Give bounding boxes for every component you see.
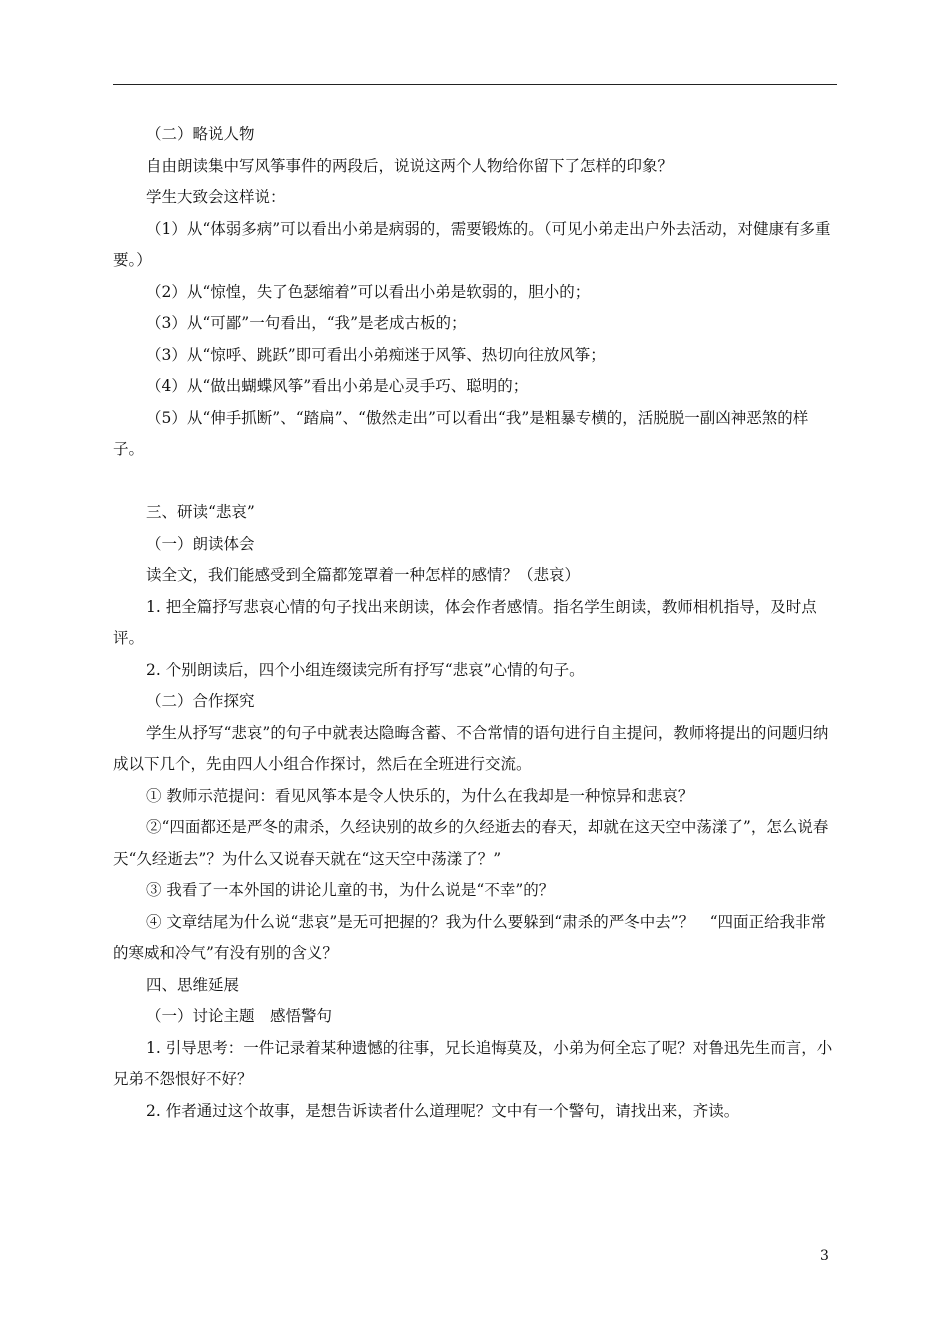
question-item: ②“四面都还是严冬的肃杀，久经诀别的故乡的久经逝去的春天，却就在这天空中荡漾了”，怎么说春天“久经逝去”？为什么又说春天就在“这天空中荡漾了？” <box>113 818 829 868</box>
paragraph: 学生从抒写“悲哀”的句子中就表达隐晦含蓄、不合常情的语句进行自主提问，教师将提出的问题归纳成以下几个，先由四人小组合作探讨，然后在全班进行交流。 <box>113 723 829 773</box>
section-heading-yandu-beiai: 三、研读“悲哀” <box>146 503 255 521</box>
list-item: 2. 个别朗读后，四个小组连缀读完所有抒写“悲哀”心情的句子。 <box>146 660 585 679</box>
list-item: （1）从“体弱多病”可以看出小弟是病弱的，需要锻炼的。（可见小弟走出户外去活动，对健康有多重要。） <box>113 219 831 269</box>
list-item: （2）从“惊惶，失了色瑟缩着”可以看出小弟是软弱的，胆小的； <box>146 282 591 301</box>
question-item: ① 教师示范提问：看见风筝本是令人快乐的，为什么在我却是一种惊异和悲哀？ <box>146 786 694 805</box>
paragraph: 学生大致会这样说： <box>146 188 286 206</box>
subheading: （一）讨论主题 感悟警句 <box>146 1007 333 1025</box>
paragraph: 自由朗读集中写风筝事件的两段后，说说这两个人物给你留下了怎样的印象？ <box>146 156 674 175</box>
list-item: 1. 把全篇抒写悲哀心情的句子找出来朗读，体会作者感情。指名学生朗读，教师相机指导，及时点评。 <box>113 597 817 647</box>
list-item: （4）从“做出蝴蝶风筝”看出小弟是心灵手巧、聪明的； <box>146 377 529 395</box>
heading-lueshuo-renwu: （二）略说人物 <box>146 125 255 143</box>
header-rule <box>113 84 837 85</box>
page-number: 3 <box>820 1248 829 1264</box>
subheading: （一）朗读体会 <box>146 534 255 553</box>
list-item: （3）从“可鄙”一句看出，“我”是老成古板的； <box>146 314 467 332</box>
document-body <box>113 119 839 1127</box>
list-item: （3）从“惊呼、跳跃”即可看出小弟痴迷于风筝、热切向往放风筝； <box>146 345 606 364</box>
question-item: ④ 文章结尾为什么说“悲哀”是无可把握的？我为什么要躲到“肃杀的严冬中去”？ “四面正给我非常的寒威和冷气”有没有别的含义？ <box>113 912 827 962</box>
list-item: （5）从“伸手抓断”、“踏扁”、“傲然走出”可以看出“我”是粗暴专横的，活脱脱一副凶神恶煞的样子。 <box>113 408 809 458</box>
section-heading-siwei-yanzhan: 四、思维延展 <box>146 975 240 994</box>
list-item: 1. 引导思考：一件记录着某种遗憾的往事，兄长追悔莫及，小弟为何全忘了呢？对鲁迅先生而言，小兄弟不怨恨好不好？ <box>113 1038 833 1088</box>
blank-line <box>113 466 839 498</box>
list-item: 2. 作者通过这个故事，是想告诉读者什么道理呢？文中有一个警句，请找出来，齐读。 <box>146 1101 740 1120</box>
paragraph: 读全文，我们能感受到全篇都笼罩着一种怎样的感情？（悲哀） <box>146 566 581 584</box>
subheading: （二）合作探究 <box>146 692 255 710</box>
question-item: ③ 我看了一本外国的讲论儿童的书，为什么说是“不幸”的？ <box>146 881 555 899</box>
